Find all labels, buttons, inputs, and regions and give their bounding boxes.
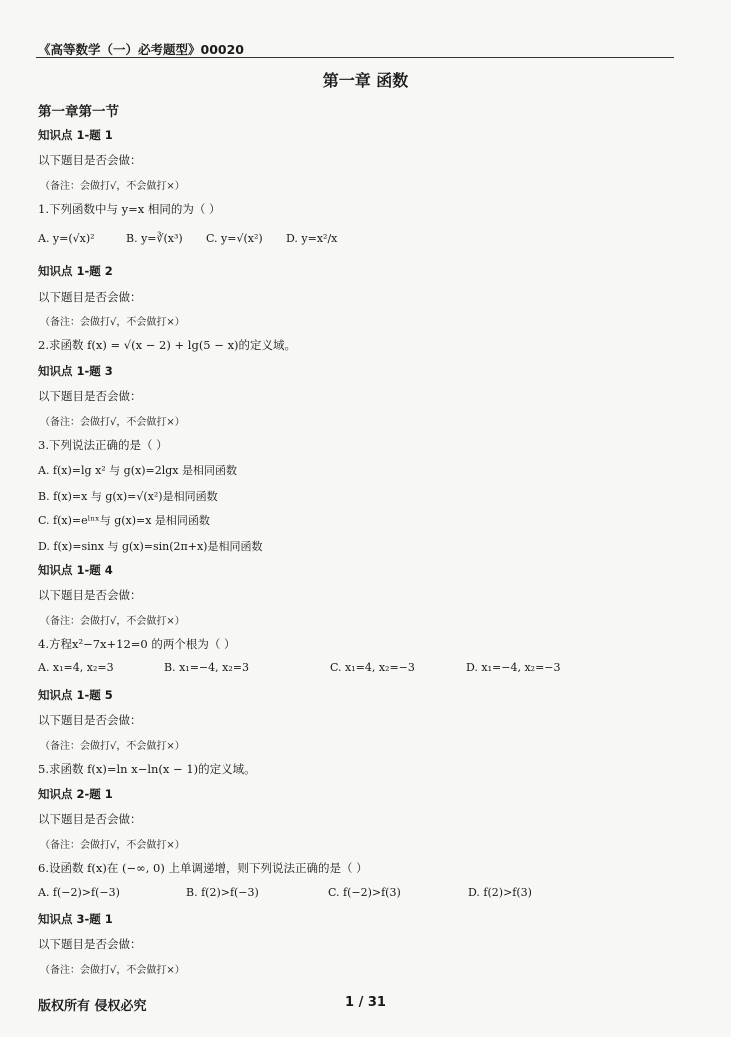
question-text: 3.下列说法正确的是（ ） <box>38 438 168 452</box>
option-c: C. f(−2)>f(3) <box>328 886 401 899</box>
copyright-footer: 版权所有 侵权必究 <box>38 999 147 1014</box>
self-check-prompt: 以下题目是否会做： <box>38 389 142 403</box>
knowledge-point-title: 知识点 1-题 3 <box>38 364 113 378</box>
check-note: （备注：会做打√，不会做打×） <box>40 741 185 752</box>
option-c: C. f(x)=eˡⁿˣ与 g(x)=x 是相同函数 <box>38 514 210 527</box>
section-title: 第一章第一节 <box>38 104 119 120</box>
chapter-title: 第一章 函数 <box>322 71 409 90</box>
self-check-prompt: 以下题目是否会做： <box>38 937 142 951</box>
option-c: C. x₁=4, x₂=−3 <box>330 661 415 674</box>
check-note: （备注：会做打√，不会做打×） <box>40 965 185 976</box>
self-check-prompt: 以下题目是否会做： <box>38 812 142 826</box>
option-d: D. x₁=−4, x₂=−3 <box>466 661 561 674</box>
check-note: （备注：会做打√，不会做打×） <box>40 317 185 328</box>
question-text: 4.方程x²−7x+12=0 的两个根为（ ） <box>38 637 236 651</box>
check-note: （备注：会做打√，不会做打×） <box>40 840 185 851</box>
option-b: B. f(x)=x 与 g(x)=√(x²)是相同函数 <box>38 490 218 503</box>
knowledge-point-title: 知识点 1-题 1 <box>38 128 113 142</box>
question-text: 1.下列函数中与 y=x 相同的为（ ） <box>38 202 221 216</box>
self-check-prompt: 以下题目是否会做： <box>38 290 142 304</box>
knowledge-point-title: 知识点 1-题 5 <box>38 688 113 702</box>
check-note: （备注：会做打√，不会做打×） <box>40 417 185 428</box>
question-text: 5.求函数 f(x)=ln x−ln(x − 1)的定义域。 <box>38 762 256 776</box>
option-c: C. y=√(x²) <box>206 232 263 245</box>
option-b: B. f(2)>f(−3) <box>186 886 259 899</box>
self-check-prompt: 以下题目是否会做： <box>38 713 142 727</box>
option-b: B. x₁=−4, x₂=3 <box>164 661 249 674</box>
option-d: D. f(2)>f(3) <box>468 886 532 899</box>
page-number: 1 / 31 <box>345 995 386 1010</box>
option-b: B. y=∛(x³) <box>126 232 183 245</box>
running-header: 《高等数学（一）必考题型》00020 <box>38 42 244 57</box>
self-check-prompt: 以下题目是否会做： <box>38 153 142 167</box>
check-note: （备注：会做打√，不会做打×） <box>40 616 185 627</box>
option-d: D. y=x²/x <box>286 232 338 245</box>
knowledge-point-title: 知识点 1-题 4 <box>38 563 113 577</box>
option-a: A. y=(√x)² <box>38 232 95 245</box>
knowledge-point-title: 知识点 1-题 2 <box>38 264 113 278</box>
question-text: 6.设函数 f(x)在 (−∞, 0) 上单调递增，则下列说法正确的是（ ） <box>38 861 368 875</box>
option-a: A. f(x)=lg x² 与 g(x)=2lgx 是相同函数 <box>38 464 237 477</box>
check-note: （备注：会做打√，不会做打×） <box>40 181 185 192</box>
option-d: D. f(x)=sinx 与 g(x)=sin(2π+x)是相同函数 <box>38 540 263 553</box>
question-text: 2.求函数 f(x) = √(x − 2) + lg(5 − x)的定义域。 <box>38 338 297 352</box>
header-rule <box>36 57 674 58</box>
knowledge-point-title: 知识点 2-题 1 <box>38 787 113 801</box>
option-a: A. x₁=4, x₂=3 <box>38 661 114 674</box>
knowledge-point-title: 知识点 3-题 1 <box>38 912 113 926</box>
option-a: A. f(−2)>f(−3) <box>38 886 120 899</box>
self-check-prompt: 以下题目是否会做： <box>38 588 142 602</box>
